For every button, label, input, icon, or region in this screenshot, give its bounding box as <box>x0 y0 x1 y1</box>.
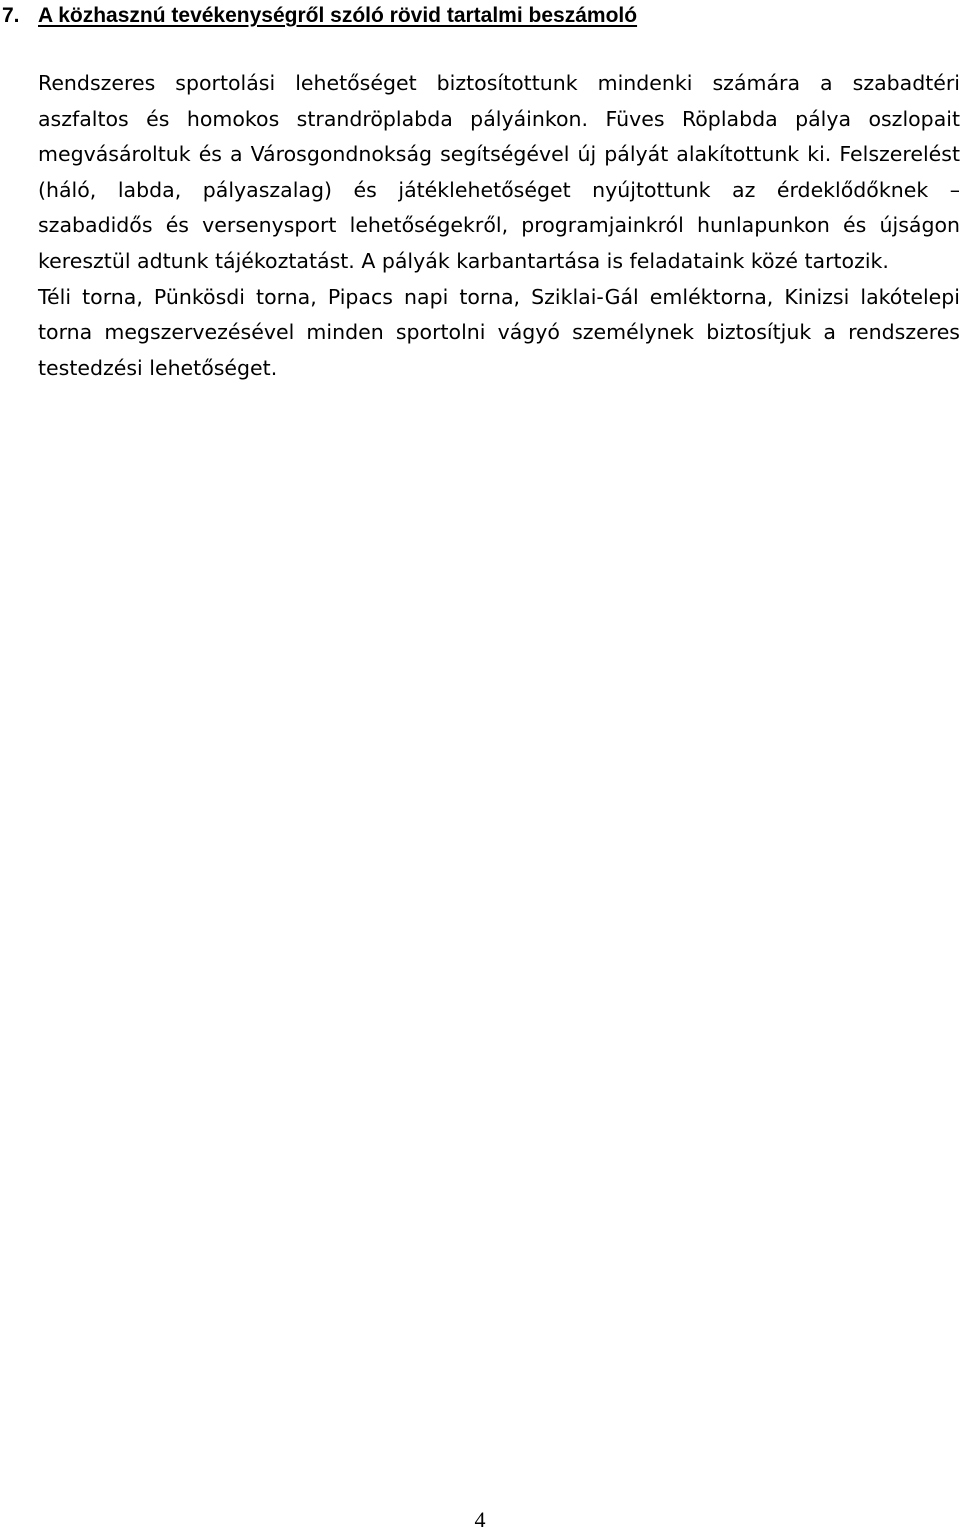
report-body <box>38 66 960 386</box>
paragraph-facilities: Rendszeres sportolási lehetőséget biztosítottunk mindenki számára a szabadtéri aszfaltos és homokos strandröplabda pályáinkon. Füves Röplabda pálya oszlopait megvásároltuk és a Városgondnokság segítségével új pályát alakítottunk ki. Felszerelést (háló, labda, pályaszalag) és játéklehetőséget nyújtottunk az érdeklődőknek – szabadidős és versenysport lehetőségekről, programjainkról hunlapunkon és újságon keresztül adtunk tájékoztatást. A pályák karbantartása is feladataink közé tartozik. <box>38 71 960 273</box>
section-title: A közhasznú tevékenységről szóló rövid tartalmi beszámoló <box>38 4 638 27</box>
paragraph-tournaments: Téli torna, Pünkösdi torna, Pipacs napi torna, Sziklai-Gál emléktorna, Kinizsi lakótelepi torna megszervezésével minden sportolni vágyó személynek biztosítjuk a rendszeres testedzési lehetőséget. <box>38 284 960 380</box>
section-heading <box>2 2 637 30</box>
page-number: 4 <box>474 1507 486 1532</box>
section-number: 7. <box>2 4 20 27</box>
